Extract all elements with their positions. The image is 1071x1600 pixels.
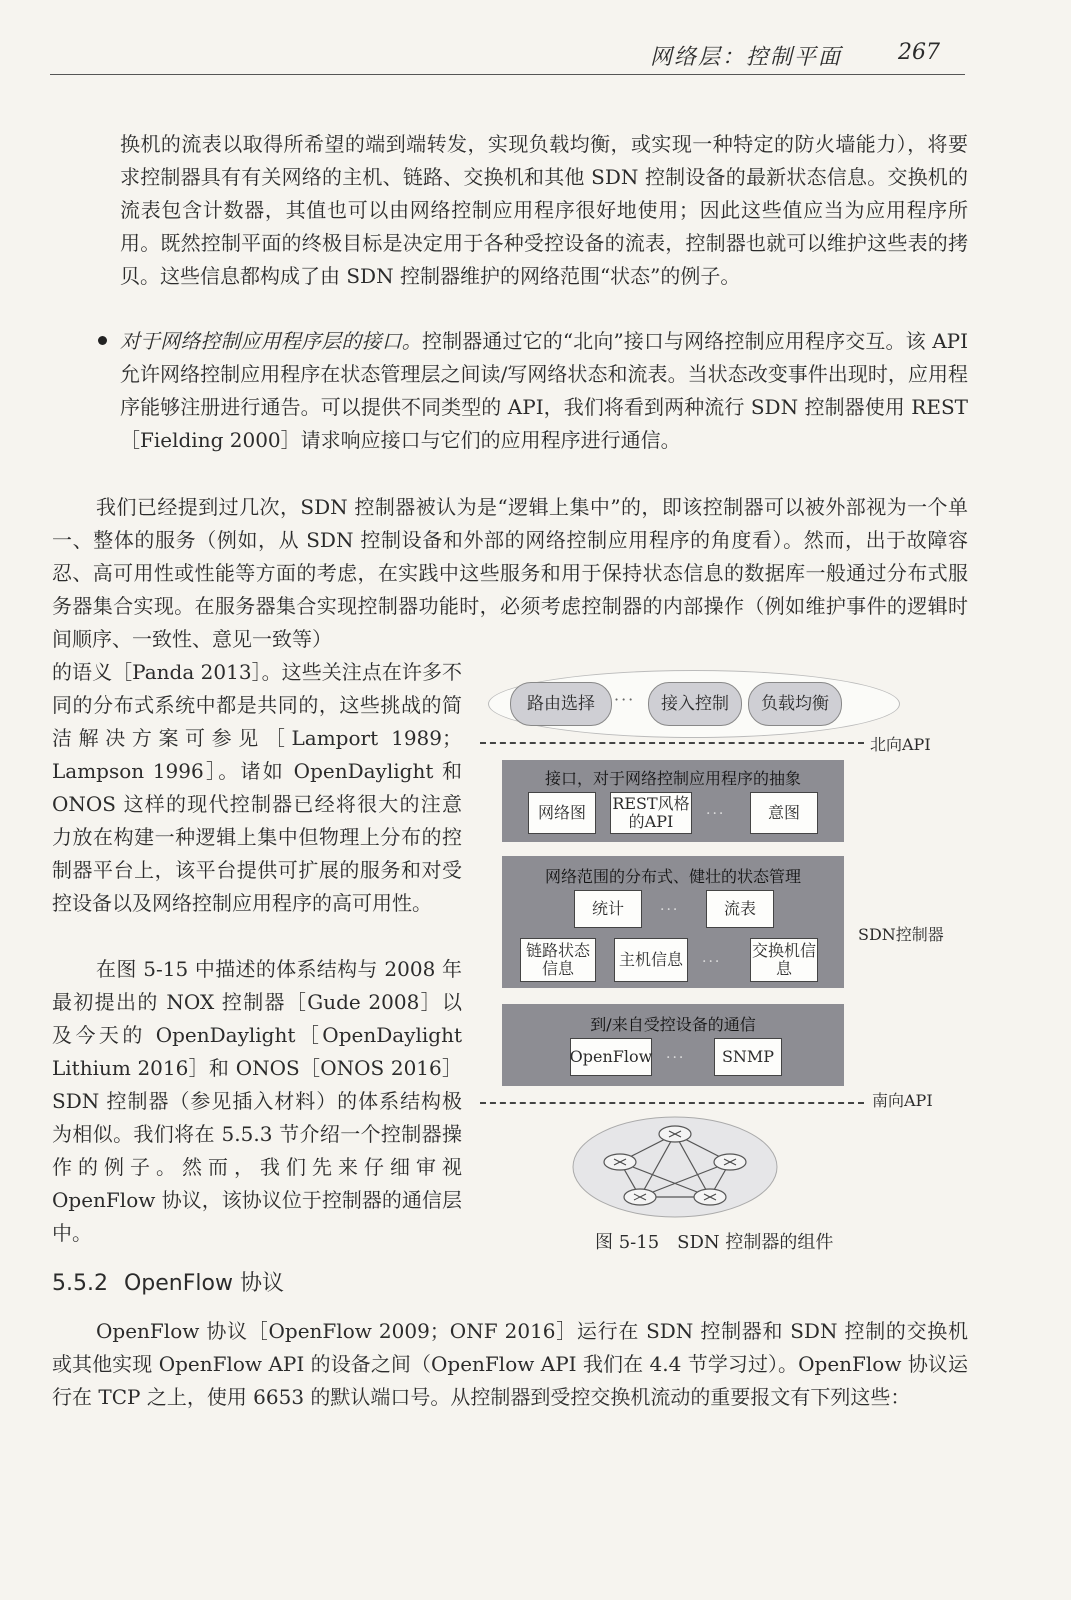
bullet-lead-text: 对于网络控制应用程序层的接口。 — [120, 329, 422, 353]
figure-caption-text: SDN 控制器的组件 — [677, 1232, 834, 1253]
bullet-icon — [96, 334, 110, 348]
layer3-ellipsis: ··· — [666, 1050, 686, 1066]
paragraph-semantics: 的语义［Panda 2013］。这些关注点在许多不同的分布式系统中都是共同的，这些挑战的简洁解决方案可参见［Lamport 1989；Lampson 1996］。诸如 OpenDaylight 和 ONOS 这样的现代控制器已经将很大的注意力放在构建一种逻辑上集中但物理上分布的控制器平台上，该平台提供可扩展的服务和对受控设备以及网络控制应用程序的高可用性。 — [52, 660, 462, 915]
southbound-api-label: 南向API — [872, 1091, 933, 1110]
layer-interface-title: 接口，对于网络控制应用程序的抽象 — [544, 769, 801, 788]
northbound-api-line — [480, 742, 864, 744]
figure-sdn-controller — [480, 660, 980, 1260]
figure-caption-label: 图 5-15 — [595, 1232, 660, 1253]
section-heading — [52, 1266, 284, 1297]
box-statistics: 统计 — [574, 890, 642, 928]
box-network-graph: 网络图 — [528, 792, 596, 834]
app-access-control: 接入控制 — [648, 682, 742, 726]
header-rule — [50, 74, 965, 75]
page-number: 267 — [898, 40, 940, 65]
bullet-paragraph — [120, 325, 968, 457]
box-openflow: OpenFlow — [570, 1038, 652, 1076]
layer2-ellipsis-bottom: ··· — [702, 954, 722, 970]
running-header — [0, 0, 1071, 80]
app-routing: 路由选择 — [510, 682, 612, 726]
paragraph-logically-centralized: 我们已经提到过几次，SDN 控制器被认为是“逻辑上集中”的，即该控制器可以被外部视为一个单一、整体的服务（例如，从 SDN 控制设备和外部的网络控制应用程序的角度看）。然而，出于故障容忍、高可用性或性能等方面的考虑，在实践中这些服务和用于保持状态信息的数据库一般通过分布式服务器集合实现。在服务器集合实现控制器功能时，必须考虑控制器的内部操作（例如维护事件的逻辑时间顺序、一致性、意见一致等） — [52, 495, 968, 651]
layer-state-management — [502, 856, 844, 988]
running-header-title: 网络层：控制平面 — [650, 45, 843, 70]
box-intent: 意图 — [750, 792, 818, 834]
southbound-api-line — [480, 1102, 864, 1104]
paragraph-openflow-protocol: OpenFlow 协议［OpenFlow 2009；ONF 2016］运行在 SDN 控制器和 SDN 控制的交换机或其他实现 OpenFlow API 的设备之间（OpenFlow API 我们在 4.4 节学习过）。OpenFlow 协议运行在 TCP 之上，使用 6653 的默认端口号。从控制器到受控交换机流动的重要报文有下列这些： — [52, 1319, 968, 1409]
box-snmp: SNMP — [714, 1038, 782, 1076]
box-switch-info: 交换机信息 — [750, 938, 818, 982]
section-number: 5.5.2 — [52, 1271, 108, 1296]
paragraph-continuation: 换机的流表以取得所希望的端到端转发，实现负载均衡，或实现一种特定的防火墙能力），将要求控制器具有有关网络的主机、链路、交换机和其他 SDN 控制设备的最新状态信息。交换机的流表包含计数器，其值也可以由网络控制应用程序很好地使用；因此这些值应当为应用程序所用。既然控制平面的终极目标是决定用于各种受控设备的流表，控制器也就可以维护这些表的拷贝。这些信息都构成了由 SDN 控制器维护的网络范围“状态”的例子。 — [120, 132, 968, 288]
controlled-switches-cloud-icon — [570, 1112, 780, 1222]
layer-state-title: 网络范围的分布式、健壮的状态管理 — [544, 867, 801, 886]
box-rest-api: REST风格的API — [610, 792, 692, 834]
layer-interface — [502, 760, 844, 842]
section-title: OpenFlow 协议 — [123, 1271, 284, 1296]
northbound-api-label: 北向API — [870, 735, 931, 754]
layer2-ellipsis-top: ··· — [660, 902, 680, 918]
apps-ellipsis: ··· — [614, 690, 636, 709]
paragraph-architecture: 在图 5-15 中描述的体系结构与 2008 年最初提出的 NOX 控制器［Gude 2008］以及今天的 OpenDaylight［OpenDaylight Lithium 2016］和 ONOS［ONOS 2016］SDN 控制器（参见插入材料）的体系结构极为相似。我们将在 5.5.3 节介绍一个控制器操作的例子。然而，我们先来仔细审视 OpenFlow 协议，该协议位于控制器的通信层中。 — [52, 957, 462, 1245]
box-flow-tables: 流表 — [706, 890, 774, 928]
layer-communication-title: 到/来自受控设备的通信 — [590, 1015, 756, 1034]
box-link-state: 链路状态信息 — [520, 938, 596, 982]
figure-caption — [595, 1228, 833, 1254]
bullet-body-text: 控制器通过它的“北向”接口与网络控制应用程序交互。该 API 允许网络控制应用程序在状态管理层之间读/写网络状态和流表。当状态改变事件出现时，应用程序能够注册进行通告。可以提供不同类型的 API，我们将看到两种流行 SDN 控制器使用 REST［Fielding 2000］请求响应接口与它们的应用程序进行通信。 — [120, 329, 969, 452]
layer-communication — [502, 1004, 844, 1086]
layer1-ellipsis: ··· — [706, 806, 726, 822]
app-load-balance: 负载均衡 — [748, 682, 842, 726]
sdn-controller-label: SDN控制器 — [858, 925, 944, 944]
box-host-info: 主机信息 — [614, 938, 688, 982]
